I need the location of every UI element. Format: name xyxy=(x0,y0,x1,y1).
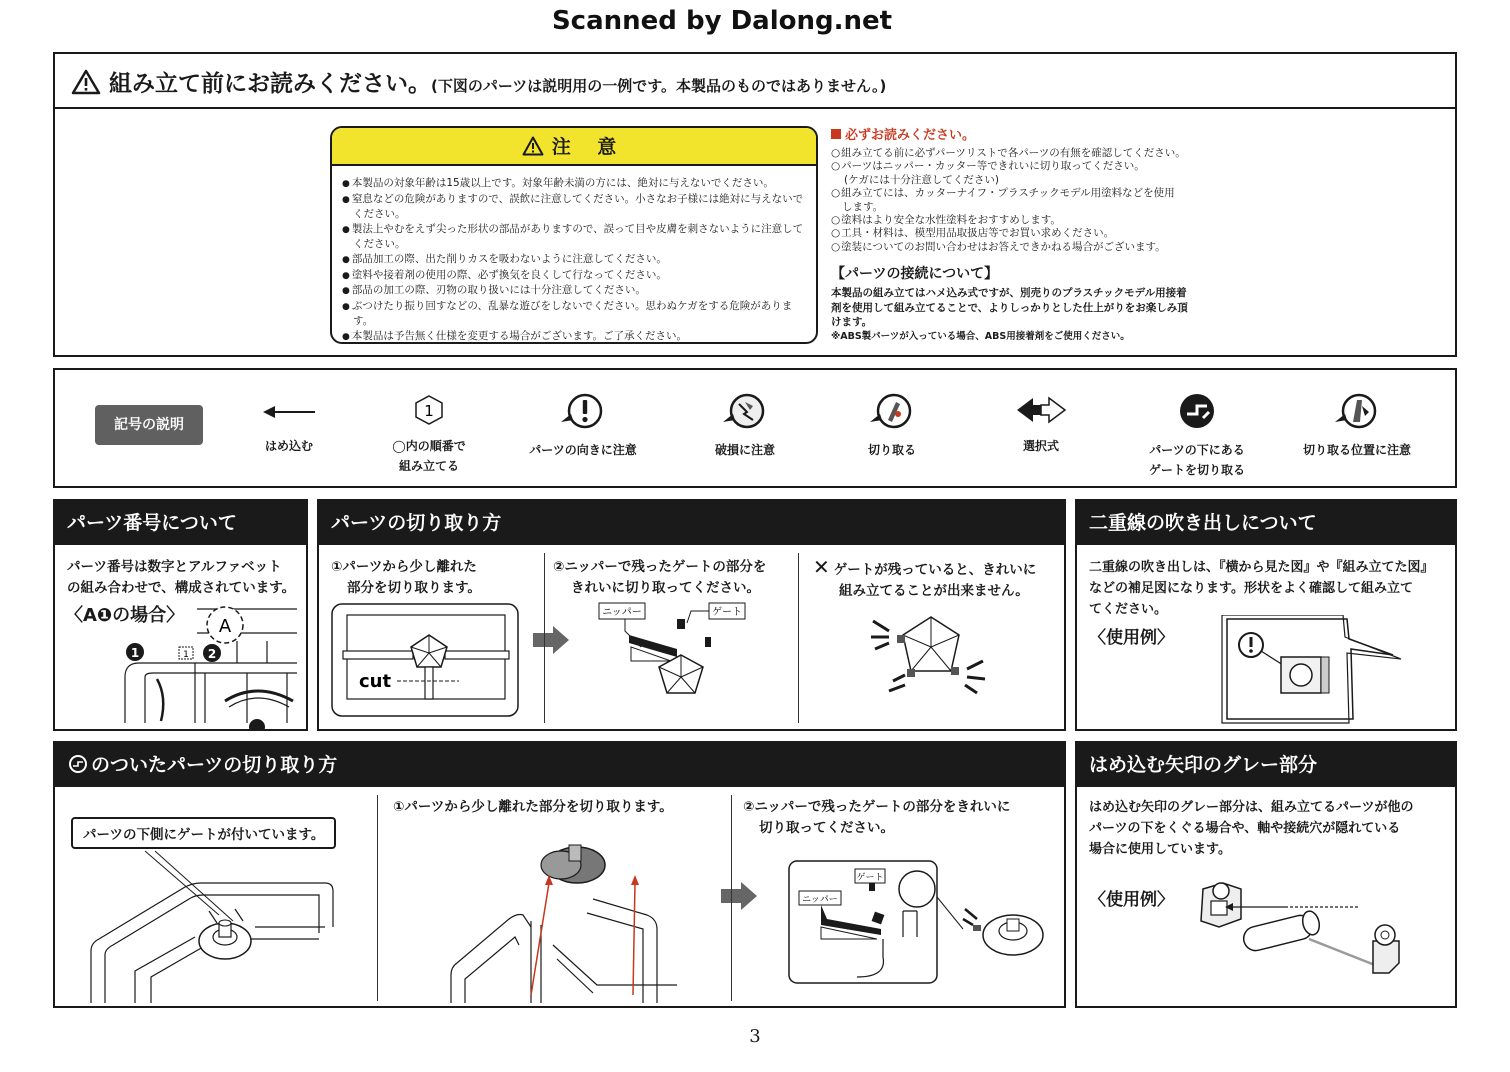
symbol-cut xyxy=(812,392,972,460)
readme-item: ○ 塗装についてのお問い合わせはお答えできかねる場合がございます。 xyxy=(831,241,1451,254)
panel-header-text: のついたパーツの切り取り方 xyxy=(91,754,338,776)
symbol-label: パーツの向きに注意 xyxy=(529,443,637,457)
symbol-label: 切り取る xyxy=(867,443,916,457)
caution-title: 注 意 xyxy=(551,136,627,158)
panel-header: 二重線の吹き出しについて xyxy=(1077,501,1455,545)
symbol-label: 切り取る位置に注意 xyxy=(1302,443,1411,457)
gate-label: ゲート xyxy=(856,873,884,883)
panel-text-line: はめ込む矢印のグレー部分は、組み立てるパーツが他の xyxy=(1089,800,1414,815)
part-number-2: 2 xyxy=(207,647,217,661)
part-numbers-panel xyxy=(53,499,308,731)
next-step-arrow-icon xyxy=(531,625,571,655)
double-line-panel xyxy=(1075,499,1457,731)
symbol-label xyxy=(349,436,509,476)
caution-list xyxy=(342,176,812,344)
panel-text xyxy=(67,557,307,599)
cut-position-icon xyxy=(1329,392,1385,432)
example-label: 〈使用例〉 xyxy=(1089,628,1174,648)
cut-label: cut xyxy=(359,671,392,692)
readme-item: ○ 塗料はより安全な水性塗料をおすすめします。 xyxy=(831,214,1451,227)
under-gate-runner-diagram xyxy=(75,847,375,1003)
arrow-left-icon xyxy=(259,392,319,428)
panel-text-line: の組み合わせで、構成されています。 xyxy=(67,580,296,596)
panel-text-line: などの補足図になります。形状をよく確認して組み立て xyxy=(1089,581,1413,596)
red-square-icon xyxy=(831,129,841,139)
cut-icon xyxy=(864,392,920,432)
symbol-label-line2: ゲートを切り取る xyxy=(1148,463,1245,477)
connection-title: 【パーツの接続について】 xyxy=(831,266,999,283)
step2-text xyxy=(743,797,1010,839)
symbol-label-line1: ◯内の順番で xyxy=(392,439,466,453)
step-line: 組み立てることが出来ません。 xyxy=(839,583,1029,599)
warning-triangle-icon xyxy=(522,136,544,156)
readme-item: ○ 工具・材料は、模型用品取扱店等でお買い求めください。 xyxy=(831,227,1451,240)
readme-item: ○ 組み立てには、カッターナイフ・プラスチックモデル用塗料などを使用します。 xyxy=(831,187,1181,214)
cut-diagram xyxy=(329,601,521,719)
before-assembly-section xyxy=(53,52,1457,357)
panel-text-line: パーツの下をくぐる場合や、軸や接続穴が隠れている xyxy=(1089,821,1401,836)
readme-list xyxy=(831,147,1451,254)
cutting-panel xyxy=(317,499,1066,731)
gate-label: ゲート xyxy=(712,607,742,618)
warning-triangle-icon xyxy=(71,69,101,95)
caution-item: ● 窒息などの危険がありますので、誤飲に注意してください。小さなお子様には絶対に与えないでください。 xyxy=(342,192,812,222)
readme-title-text: 必ずお読みください。 xyxy=(845,128,976,143)
example-label: 〈使用例〉 xyxy=(1089,890,1174,910)
panel-text xyxy=(1089,797,1455,860)
step-divider xyxy=(731,795,732,1001)
caution-item: ● 本製品は予告無く仕様を変更する場合がございます。ご了承ください。 xyxy=(342,329,812,344)
step-divider xyxy=(377,795,378,1001)
caution-item: ● 塗料や接着剤の使用の際、必ず換気を良くして行なってください。 xyxy=(342,268,812,284)
step-line: ①パーツから少し離れた xyxy=(331,559,477,575)
next-step-arrow-icon xyxy=(719,881,759,911)
hexagon-number: 1 xyxy=(424,402,434,420)
caution-item: ● 部品加工の際、出た削りカスを吸わないように注意してください。 xyxy=(342,252,812,268)
caution-item: ● ぶつけたり振り回すなどの、乱暴な遊びをしないでください。思わぬケガをする危険があります。 xyxy=(342,299,812,329)
part-number-1: 1 xyxy=(130,646,140,660)
symbol-under-gate xyxy=(1117,392,1277,480)
section-title xyxy=(71,65,886,98)
title-note: (下図のパーツは説明用の一例です。本製品のものではありません。) xyxy=(431,77,887,95)
gray-arrow-panel xyxy=(1075,741,1457,1008)
step-divider xyxy=(798,553,799,723)
symbol-label xyxy=(1117,440,1277,480)
panel-text-line: 二重線の吹き出しは、『横から見た図』や『組み立てた図』 xyxy=(1089,560,1434,575)
numbered-hexagon-icon xyxy=(409,392,449,428)
panel-text-line: てください。 xyxy=(1089,602,1168,617)
under-gate-panel xyxy=(53,741,1066,1008)
caution-box xyxy=(330,126,818,344)
scan-watermark: Scanned by Dalong.net xyxy=(551,6,893,36)
symbol-order xyxy=(349,392,509,476)
readme-item-sub: (ケガには十分注意してください) xyxy=(844,173,999,186)
symbol-legend-section xyxy=(53,368,1457,488)
title-main: 組み立て前にお読みください。 xyxy=(109,71,431,97)
step1-text xyxy=(331,557,481,599)
x-mark-icon: ✕ xyxy=(813,555,830,579)
step3-text xyxy=(813,557,1036,602)
symbol-label: 選択式 xyxy=(1022,439,1059,453)
panel-header: はめ込む矢印のグレー部分 xyxy=(1077,743,1455,787)
caution-item: ● 本製品の対象年齢は15歳以上です。対象年齢未満の方には、絶対に与えないでください。 xyxy=(342,176,812,192)
step-line: きれいに切り取ってください。 xyxy=(571,580,760,596)
step1-text: ①パーツから少し離れた部分を切り取ります。 xyxy=(393,799,673,815)
bad-result-diagram xyxy=(867,611,997,701)
example-label: 〈A❶の場合〉 xyxy=(65,605,185,626)
under-gate-nipper-diagram xyxy=(787,857,1057,987)
exclamation-icon xyxy=(555,392,611,432)
panel-header: パーツの切り取り方 xyxy=(319,501,1064,545)
symbol-damage xyxy=(665,392,825,460)
caution-item: ● 部品の加工の際、刃物の取り扱いには十分注意してください。 xyxy=(342,283,812,299)
step2-text xyxy=(553,557,766,599)
small-number: 1 xyxy=(183,650,189,660)
readme-item: ○ 組み立てる前に必ずパーツリストで各パーツの有無を確認してください。 xyxy=(831,147,1451,160)
divider xyxy=(55,107,1455,109)
readme-title xyxy=(831,124,1451,143)
connection-note: ※ABS製パーツが入っている場合、ABS用接着剤をご使用ください。 xyxy=(831,331,1130,343)
gate-callout: パーツの下側にゲートが付いています。 xyxy=(71,817,336,849)
step-line: 切り取ってください。 xyxy=(759,820,894,836)
nipper-label: ニッパー xyxy=(602,607,642,618)
tag-letter: A xyxy=(218,616,232,637)
nipper-label: ニッパー xyxy=(802,895,838,905)
symbol-label: はめ込む xyxy=(264,439,313,453)
symbol-label-line1: パーツの下にある xyxy=(1149,443,1245,457)
step-line: ②ニッパーで残ったゲートの部分を xyxy=(553,559,767,575)
symbol-orientation xyxy=(503,392,663,460)
symbol-choice xyxy=(961,392,1121,456)
connection-body: 本製品の組み立てはハメ込み式ですが、別売りのプラスチックモデル用接着剤を使用して組み立てることで、よりしっかりとした仕上がりをお楽しみ頂けます。 xyxy=(831,287,1188,329)
step-divider xyxy=(544,553,545,723)
panel-text-line: 場合に使用しています。 xyxy=(1089,842,1231,857)
step-line: 部分を切り取ります。 xyxy=(347,580,481,596)
caution-header xyxy=(332,128,816,166)
step-line: ゲートが残っていると、きれいに xyxy=(833,562,1037,578)
symbol-label-line2: 組み立てる xyxy=(398,459,459,473)
readme-item: ○ パーツはニッパー・カッター等できれいに切り取ってください。 xyxy=(831,160,1451,173)
symbol-label: 破損に注意 xyxy=(714,443,775,457)
damage-icon xyxy=(717,392,773,432)
double-arrow-icon xyxy=(1011,392,1071,428)
nipper-diagram xyxy=(581,601,761,721)
symbol-insert xyxy=(209,392,369,456)
gray-arrow-example xyxy=(1189,877,1409,987)
under-gate-icon xyxy=(1175,392,1219,432)
under-gate-cut-diagram xyxy=(447,835,709,1003)
page-number: 3 xyxy=(749,1026,761,1047)
caution-item: ● 製法上やむをえず尖った形状の部品がありますので、誤って目や皮膚を刺さないように注意してください。 xyxy=(342,222,812,252)
panel-header: パーツ番号について xyxy=(55,501,306,545)
readme-block xyxy=(831,124,1451,344)
runner-diagram xyxy=(57,597,307,729)
under-gate-icon xyxy=(67,753,89,775)
panel-text-line: パーツ番号は数字とアルファベット xyxy=(67,559,282,575)
step-line: ②ニッパーで残ったゲートの部分をきれいに xyxy=(743,799,1011,815)
symbol-legend-badge: 記号の説明 xyxy=(95,405,203,445)
panel-header xyxy=(55,743,1064,787)
panel-text xyxy=(1089,557,1455,620)
symbol-cut-position xyxy=(1277,392,1437,460)
callout-example xyxy=(1217,615,1407,725)
